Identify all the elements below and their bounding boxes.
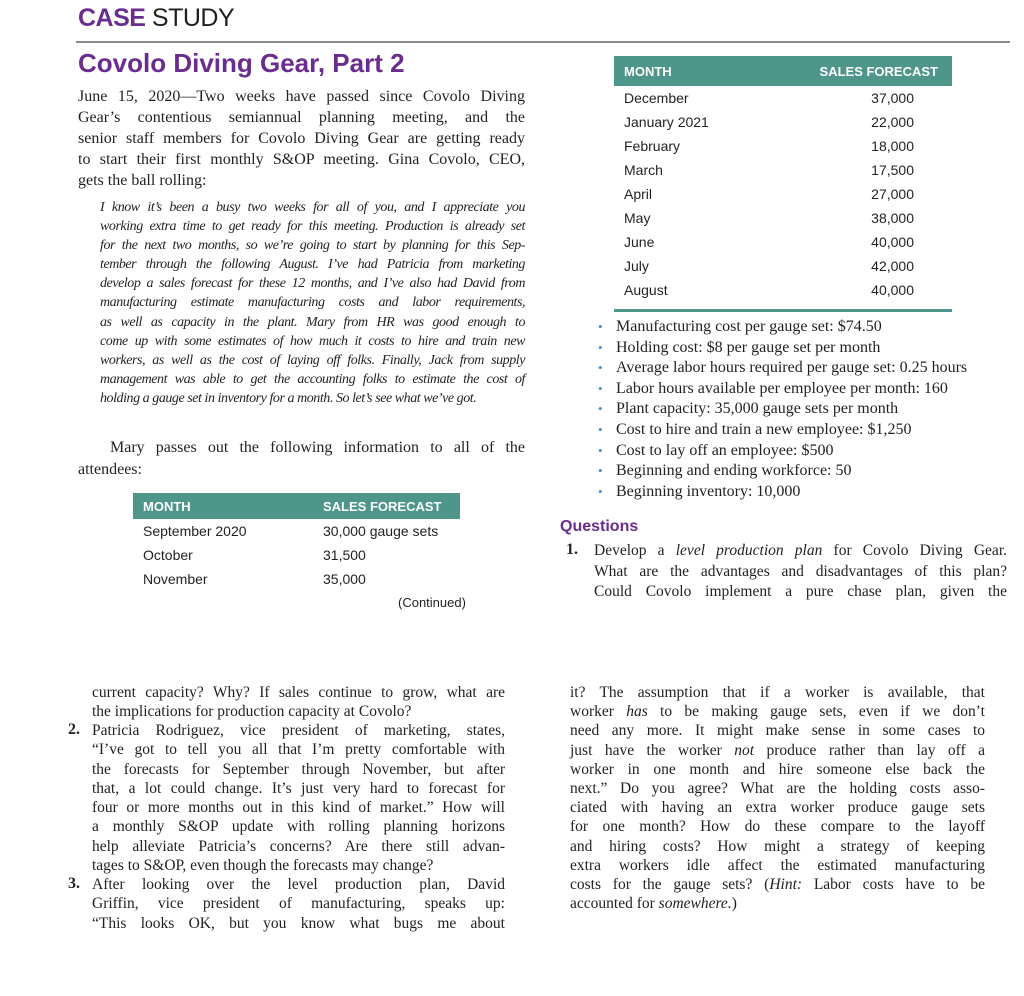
text-line: come up with some estimates of how much it costs to hire and train new <box>100 333 525 349</box>
section-kicker <box>78 4 234 33</box>
month-cell: January 2021 <box>624 114 709 130</box>
bullet-item <box>598 317 967 338</box>
question-2 <box>92 721 505 875</box>
bullet-text: Cost to lay off an employee: $500 <box>616 441 834 459</box>
bullet-item <box>598 399 967 420</box>
forecast-cell: 17,500 <box>871 162 914 178</box>
text-span: accounted for <box>570 895 659 913</box>
sales-forecast-table-1 <box>133 493 460 591</box>
month-cell: December <box>624 90 689 106</box>
column-header-forecast: SALES FORECAST <box>323 498 442 514</box>
table-bottom-rule <box>614 309 952 312</box>
table-row <box>614 206 952 230</box>
month-cell: October <box>143 547 193 563</box>
text-span: for Covolo Diving Gear. <box>822 542 1007 559</box>
question-number: 3. <box>68 875 80 892</box>
month-cell: June <box>624 234 655 250</box>
bullet-text: Cost to hire and train a new employee: $1,250 <box>616 420 912 438</box>
text-line: the forecasts for September through November, but after <box>92 760 505 778</box>
bullet-text: Beginning and ending workforce: 50 <box>616 462 852 480</box>
column-header-month: MONTH <box>143 498 191 514</box>
text-line <box>594 541 1007 562</box>
text-line: develop a sales forecast for these 12 months, and I’ve also had David from <box>100 276 525 292</box>
bullet-text: Manufacturing cost per gauge set: $74.50 <box>616 318 882 335</box>
text-line: a monthly S&OP update with rolling planning horizons <box>92 818 505 836</box>
bullet-icon: • <box>598 401 603 417</box>
text-line: holding a gauge set in inventory for a month. So let’s see what we’ve got. <box>100 390 477 406</box>
table-row <box>614 182 952 206</box>
forecast-cell: 40,000 <box>871 234 914 250</box>
question-number: 1. <box>566 541 578 558</box>
sales-forecast-table-2 <box>614 56 952 312</box>
italic-text: Hint: <box>769 876 803 894</box>
text-line: for one month? How do these compare to the layoff <box>570 818 985 836</box>
month-cell: August <box>624 282 668 298</box>
forecast-cell: 38,000 <box>871 210 914 226</box>
bullet-text: Beginning inventory: 10,000 <box>616 482 801 500</box>
text-line: four or more months out in this kind of market.” How will <box>92 799 505 817</box>
text-span: produce rather than lay off a <box>754 741 985 759</box>
forecast-cell: 35,000 <box>323 571 366 587</box>
bullet-icon: • <box>598 421 603 437</box>
text-line: tages to S&OP, even though the forecasts may change? <box>92 857 434 875</box>
question-1-continued <box>92 683 505 722</box>
text-line <box>570 875 985 894</box>
text-line: ciated with having an extra worker produce gauge sets <box>570 799 985 817</box>
bullet-item <box>598 461 967 482</box>
text-line: working extra time to get ready for this meeting. Production is already set <box>100 219 525 235</box>
text-line: “I’ve got to tell you all that I’m pretty comfortable with <box>92 741 505 759</box>
bullet-icon: • <box>598 442 603 458</box>
text-span: to be making gauge sets, even if we don’t <box>647 703 985 721</box>
month-cell: May <box>624 210 651 226</box>
text-line: manufacturing estimate manufacturing costs and labor requirements, <box>100 295 525 311</box>
text-line: After looking over the level production plan, David <box>92 876 505 893</box>
bullet-icon: • <box>598 339 603 355</box>
text-line <box>570 894 985 913</box>
header-divider <box>76 41 1010 43</box>
text-line: and hiring costs? How might a strategy of keeping <box>570 837 985 855</box>
italic-text: not <box>734 741 755 759</box>
bullet-text: Plant capacity: 35,000 gauge sets per month <box>616 400 899 418</box>
forecast-cell: 42,000 <box>871 258 914 274</box>
text-line: worker in one month and hire someone else back the <box>570 760 985 778</box>
table-header <box>614 56 952 86</box>
kicker-rest: STUDY <box>145 4 235 32</box>
text-line: Gear’s contentious semiannual planning meeting, and the <box>78 109 525 126</box>
table-row <box>133 567 460 591</box>
month-cell: November <box>143 571 208 587</box>
bullet-item <box>598 379 967 400</box>
text-line <box>570 702 985 721</box>
text-line: as well as capacity in the plant. Mary from HR was good enough to <box>100 314 525 330</box>
text-line: for the next two months, so we’re going to start by planning for this Sep- <box>100 238 525 254</box>
table-row <box>133 543 460 567</box>
text-line <box>570 741 985 760</box>
forecast-cell: 27,000 <box>871 186 914 202</box>
text-span: worker <box>570 703 627 721</box>
table-row <box>614 134 952 158</box>
text-line: Mary passes out the following information to all of the <box>110 439 525 456</box>
text-line: management was able to get the accounting folks to estimate the cost of <box>100 371 525 387</box>
kicker-bold: CASE <box>78 4 146 32</box>
text-line: need any more. It might make sense in some cases to <box>570 722 985 740</box>
text-line: current capacity? Why? If sales continue to grow, what are <box>92 684 505 701</box>
table-row <box>133 519 460 543</box>
text-line: Griffin, vice president of manufacturing, speaks up: <box>92 895 505 913</box>
text-line: gets the ball rolling: <box>78 172 207 189</box>
text-line: it? The assumption that if a worker is available, that <box>570 684 985 701</box>
page-title: Covolo Diving Gear, Part 2 <box>78 48 405 78</box>
text-line: “This looks OK, but you know what bugs me about <box>92 914 505 932</box>
italic-text: level production plan <box>675 542 823 559</box>
bullet-icon: • <box>598 380 603 396</box>
italic-text: has <box>626 703 648 721</box>
text-span: ) <box>731 895 737 913</box>
questions-heading: Questions <box>560 518 639 535</box>
bullet-text: Labor hours available per employee per month: 160 <box>616 379 948 397</box>
text-line: Patricia Rodriguez, vice president of marketing, states, <box>92 722 505 739</box>
bullet-item <box>598 420 967 441</box>
table-row <box>614 158 952 182</box>
bullet-icon: • <box>598 463 603 479</box>
bullet-icon: • <box>598 360 603 376</box>
text-line: next.” Do you agree? What are the holding costs asso- <box>570 780 985 798</box>
ceo-quote <box>100 198 525 408</box>
text-line: help alleviate Patricia’s concerns? Are there still advan- <box>92 837 505 855</box>
text-span: costs for the gauge sets? ( <box>570 876 770 894</box>
cost-bullet-list <box>598 317 967 502</box>
text-span: just have the worker <box>570 741 735 759</box>
column-header-forecast: SALES FORECAST <box>819 63 938 79</box>
table-row <box>614 110 952 134</box>
text-span: Develop a <box>594 542 676 559</box>
bullet-icon: • <box>598 483 603 499</box>
bullet-item <box>598 338 967 359</box>
month-cell: September 2020 <box>143 523 247 539</box>
bullet-icon: • <box>598 319 603 334</box>
intro-paragraph <box>78 86 525 191</box>
question-3 <box>92 875 505 933</box>
forecast-cell: 31,500 <box>323 547 366 563</box>
mary-paragraph <box>78 437 525 481</box>
table-row <box>614 86 952 110</box>
text-line: I know it’s been a busy two weeks for all of you, and I appreciate you <box>100 200 525 215</box>
table-row <box>614 230 952 254</box>
forecast-cell: 30,000 gauge sets <box>323 523 439 539</box>
month-cell: July <box>624 258 649 274</box>
bullet-text: Average labor hours required per gauge set: 0.25 hours <box>616 359 968 377</box>
question-number: 2. <box>68 721 80 738</box>
forecast-cell: 18,000 <box>871 138 914 154</box>
month-cell: March <box>624 162 663 178</box>
forecast-cell: 40,000 <box>871 282 914 298</box>
question-1 <box>594 541 1007 603</box>
text-line: workers, as well as the cost of laying off folks. Finally, Jack from supply <box>100 352 525 368</box>
text-line: attendees: <box>78 461 142 478</box>
bullet-item <box>598 358 967 379</box>
table-row <box>614 278 952 302</box>
bullet-item <box>598 482 967 503</box>
month-cell: February <box>624 138 681 154</box>
question-3-continued <box>570 683 985 913</box>
text-line: the implications for production capacity at Covolo? <box>92 703 412 721</box>
month-cell: April <box>624 186 653 202</box>
text-line: June 15, 2020—Two weeks have passed since Covolo Diving <box>78 88 525 105</box>
text-line: that, a lot could change. It’s just very hard to forecast for <box>92 779 505 797</box>
table-header <box>133 493 460 519</box>
forecast-cell: 37,000 <box>871 90 914 106</box>
bullet-text: Holding cost: $8 per gauge set per month <box>616 338 881 356</box>
text-line: Could Covolo implement a pure chase plan, given the <box>594 583 1007 600</box>
text-line: to start their first monthly S&OP meeting. Gina Covolo, CEO, <box>78 151 525 168</box>
continued-note: (Continued) <box>398 595 466 610</box>
text-line: extra workers idle affect the estimated manufacturing <box>570 856 985 874</box>
italic-text: somewhere. <box>658 895 732 913</box>
forecast-cell: 22,000 <box>871 114 914 130</box>
text-line: senior staff members for Covolo Diving Gear are getting ready <box>78 130 525 147</box>
text-line: What are the advantages and disadvantages of this plan? <box>594 562 1007 580</box>
text-line: tember through the following August. I’ve had Patricia from marketing <box>100 257 525 273</box>
table-row <box>614 254 952 278</box>
bullet-item <box>598 441 967 462</box>
column-header-month: MONTH <box>624 63 672 79</box>
text-span: Labor costs have to be <box>802 876 985 894</box>
